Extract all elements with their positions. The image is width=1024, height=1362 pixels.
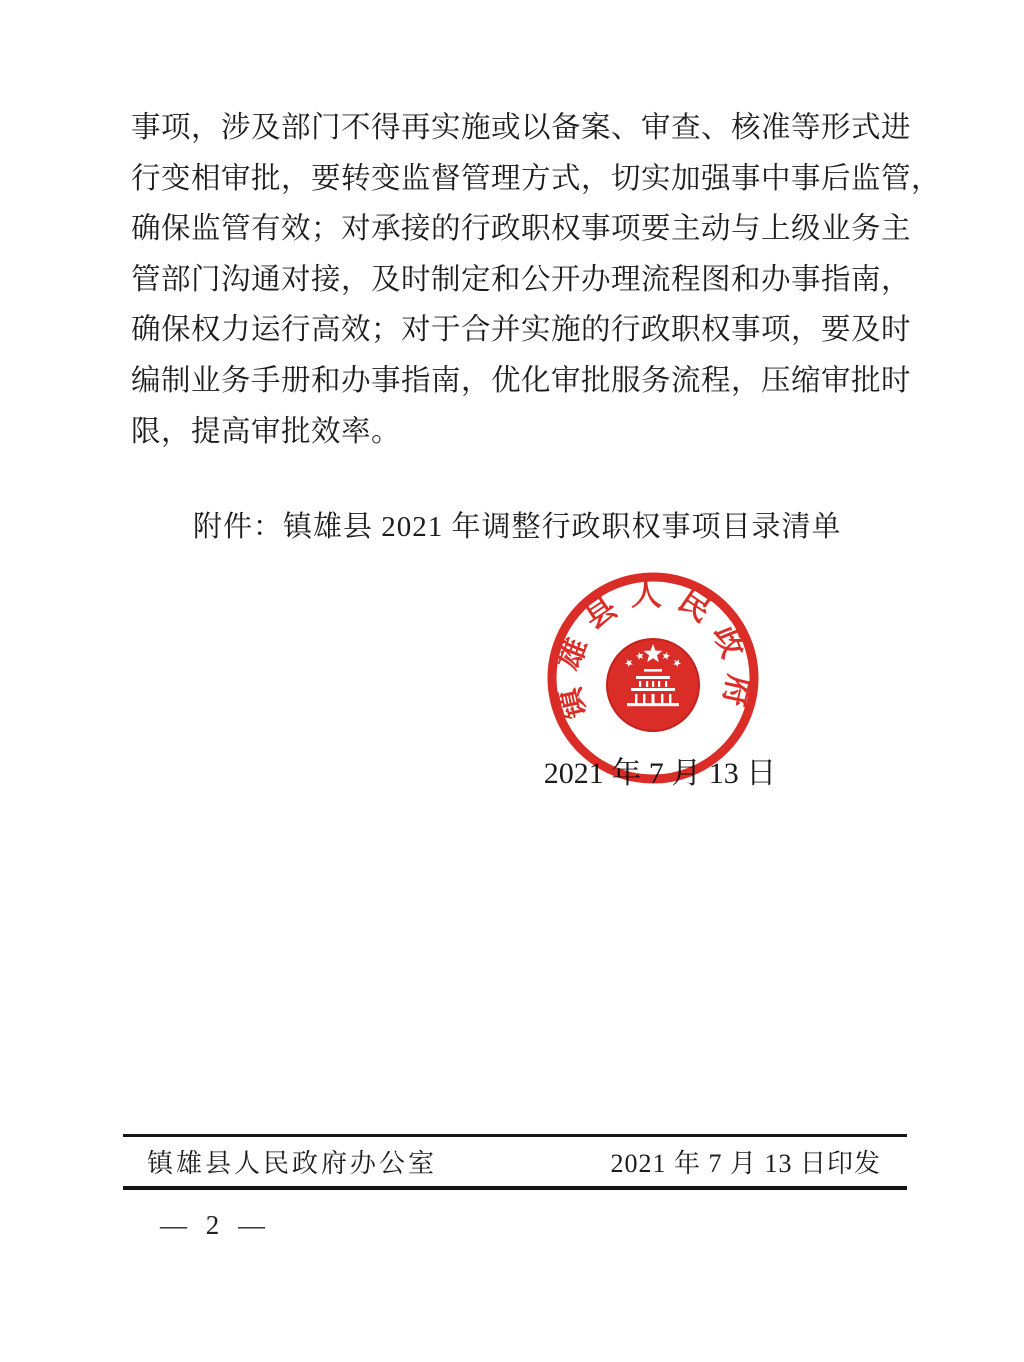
footer	[123, 1134, 907, 1190]
body-line: 确保权力运行高效；对于合并实施的行政职权事项，要及时	[131, 314, 912, 347]
seal-arc-text: 镇雄县人民政府	[548, 577, 758, 723]
footer-row	[123, 1137, 907, 1186]
body-line: 限，提高审批效率。	[131, 415, 402, 448]
body-line: 事项，涉及部门不得再实施或以备案、审查、核准等形式进	[131, 112, 912, 144]
body-line: 确保监管有效；对承接的行政职权事项要主动与上级业务主	[131, 213, 912, 246]
body-line: 编制业务手册和办事指南，优化审批服务流程，压缩审批时	[131, 364, 912, 397]
government-seal	[541, 566, 765, 790]
national-emblem-icon	[607, 639, 699, 731]
footer-print-date: 2021 年 7 月 13 日印发	[610, 1149, 881, 1178]
signature-date: 2021 年 7 月 13 日	[543, 757, 777, 790]
footer-issuing-office: 镇雄县人民政府办公室	[147, 1149, 438, 1178]
body-line: 行变相审批，要转变监督管理方式，切实加强事中事后监管，	[131, 162, 942, 195]
footer-rule-bottom	[123, 1186, 907, 1190]
attachment-line: 附件：镇雄县 2021 年调整行政职权事项目录清单	[193, 511, 842, 543]
document-body	[131, 103, 942, 457]
body-line: 管部门沟通对接，及时制定和公开办理流程图和办事指南，	[131, 263, 912, 296]
seal-graphic	[541, 566, 765, 790]
page-number: — 2 —	[160, 1210, 271, 1240]
